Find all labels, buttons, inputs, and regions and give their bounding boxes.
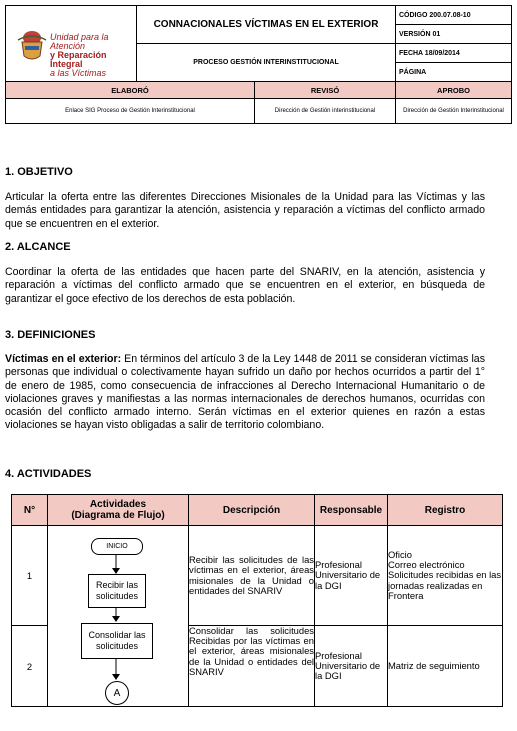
flow-step-consolidate: Consolidar las solicitudes bbox=[81, 623, 153, 659]
row-responsible: Profesional Universitario de la DGI bbox=[315, 626, 388, 707]
reviso-header: REVISÓ bbox=[255, 82, 396, 99]
definition-body: En términos del artículo 3 de la Ley 1448 de 2011 se consideran víctimas las personas que individual o colectivamente hayan sufrido un daño por hechos ocurridos a partir del 1° de enero de 1985, como consecuencia de infracciones al Derecho Internacional Humanitario o de violaciones graves y manifiestas a las normas internacionales de derechos humanos, ocurridas con ocasión del conflicto armado interno. Serán víctimas en el exterior quienes en razón a estas violaciones se hayan visto obligadas a salir de territorio colombiano. bbox=[5, 353, 485, 432]
elaboro-value: Enlace SIG Proceso de Gestión Interinstitucional bbox=[6, 99, 255, 124]
row-description: Recibir las solicitudes de las víctimas en el exterior, áreas misionales de la Unidad o entidades del SNARIV bbox=[189, 526, 315, 626]
activities-table bbox=[11, 494, 503, 707]
section-alcance-title: 2. ALCANCE bbox=[5, 241, 71, 253]
col-activities-header-line1: Actividades bbox=[89, 499, 147, 510]
section-definiciones-text bbox=[5, 353, 485, 433]
table-row bbox=[12, 526, 503, 626]
row-record: Oficio Correo electrónico Solicitudes recibidas en las jornadas realizadas en Frontera bbox=[388, 526, 503, 626]
elaboro-header: ELABORÓ bbox=[6, 82, 255, 99]
flow-diagram bbox=[48, 526, 188, 707]
aprobo-header: APROBO bbox=[396, 82, 512, 99]
col-record-header: Registro bbox=[388, 495, 503, 526]
flow-diagram-cell bbox=[48, 526, 189, 707]
row-responsible: Profesional Universitario de la DGI bbox=[315, 526, 388, 626]
row-number: 2 bbox=[12, 626, 48, 707]
logo-line-2: y Reparación Integral bbox=[50, 50, 107, 69]
document-date: FECHA 18/09/2014 bbox=[396, 44, 512, 63]
section-actividades-title: 4. ACTIVIDADES bbox=[5, 468, 92, 480]
row-record: Matriz de seguimiento bbox=[388, 626, 503, 707]
definition-term: Víctimas en el exterior: bbox=[5, 353, 122, 365]
section-objetivo-title: 1. OBJETIVO bbox=[5, 166, 73, 178]
row-number: 1 bbox=[12, 526, 48, 626]
document-title: CONNACIONALES VÍCTIMAS EN EL EXTERIOR bbox=[137, 6, 396, 44]
document-version: VERSIÓN 01 bbox=[396, 25, 512, 44]
reviso-value: Dirección de Gestión interinstitucional bbox=[255, 99, 396, 124]
document-header bbox=[5, 5, 512, 124]
col-activities-header bbox=[48, 495, 189, 526]
row-description: Consolidar las solicitudes Recibidas por las víctimas en el exterior, áreas misionales de la Unidad o entidades del SNARIV bbox=[189, 626, 315, 707]
logo-line-3: a las Víctimas bbox=[50, 68, 107, 78]
logo-cell bbox=[6, 6, 137, 82]
process-name: PROCESO GESTIÓN INTERINSTITUCIONAL bbox=[137, 44, 396, 82]
logo-text bbox=[50, 33, 136, 78]
flow-step-receive: Recibir las solicitudes bbox=[88, 574, 146, 608]
activities-header-row bbox=[12, 495, 503, 526]
section-alcance-text: Coordinar la oferta de las entidades que hacen parte del SNARIV, en la atención, asistencia y reparación a víctimas del conflicto armado que se encuentren en el exterior, en búsqueda de garantizar el goce efectivo de los derechos de esta población. bbox=[5, 266, 485, 305]
arrow-down-icon bbox=[112, 616, 120, 622]
section-objetivo-text: Articular la oferta entre las diferentes Direcciones Misionales de la Unidad para las Víctimas y las demás entidades para garantizar la atención, asistencia y reparación a víctimas del conflicto armado que se encuentren en el exterior. bbox=[5, 191, 485, 230]
arrow-down-icon bbox=[112, 674, 120, 680]
flow-start-terminal: INICIO bbox=[91, 538, 143, 555]
col-description-header: Descripción bbox=[189, 495, 315, 526]
aprobo-value: Dirección de Gestión Interinstitucional bbox=[396, 99, 512, 124]
col-responsible-header: Responsable bbox=[315, 495, 388, 526]
document-page: PÁGINA bbox=[396, 63, 512, 82]
logo-line-1: Unidad para la Atención bbox=[50, 32, 109, 51]
col-num-header: N° bbox=[12, 495, 48, 526]
document-code: CÓDIGO 200.07.08-10 bbox=[396, 6, 512, 25]
section-definiciones-title: 3. DEFINICIONES bbox=[5, 329, 96, 341]
flow-connector-a: A bbox=[105, 681, 129, 705]
col-activities-header-line2: (Diagrama de Flujo) bbox=[71, 510, 165, 521]
coat-of-arms-icon bbox=[16, 28, 48, 64]
